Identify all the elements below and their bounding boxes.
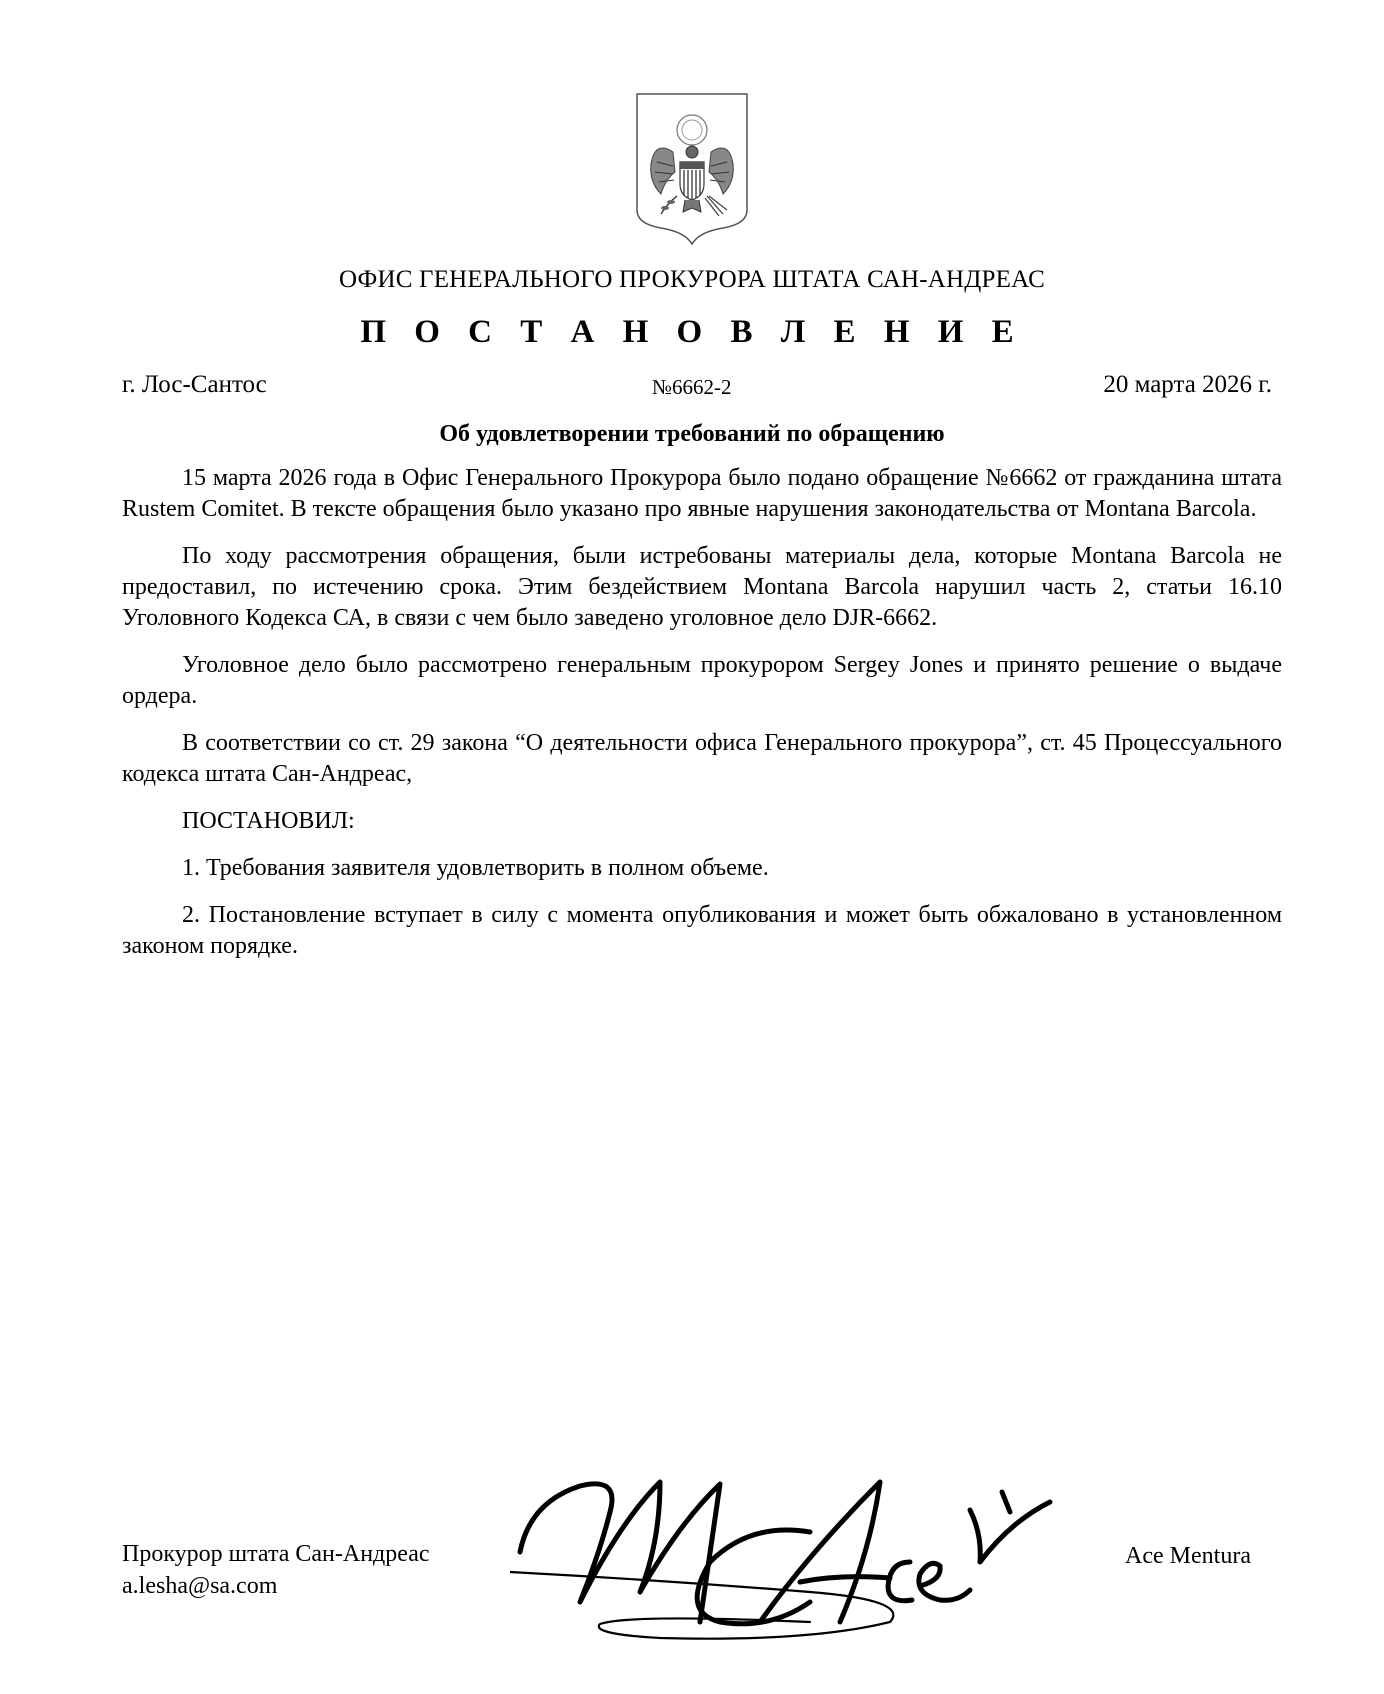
document-number: №6662-2 [652, 375, 732, 399]
resolution-item: 1. Требования заявителя удовлетворить в полном объеме. [182, 855, 769, 881]
resolution-heading: ПОСТАНОВИЛ: [182, 808, 355, 834]
office-name: ОФИС ГЕНЕРАЛЬНОГО ПРОКУРОРА ШТАТА САН-АНДРЕАС [338, 266, 1046, 293]
document-meta [122, 368, 1272, 402]
document-date: 20 марта 2026 г. [1103, 371, 1272, 398]
eagle-coat-of-arms-icon [633, 92, 751, 246]
document-subject: Об удовлетворении требований по обращению [439, 421, 945, 447]
signer-position: Прокурор штата Сан-Андреас [122, 1541, 430, 1567]
body-paragraph: В соответствии со ст. 29 закона “О деятельности офиса Генерального прокурора”, ст. 45 Процессуального кодекса штата Сан-Андреас, [122, 730, 1282, 787]
document-body [122, 463, 1282, 978]
signer-name: Ace Mentura [1125, 1543, 1251, 1569]
body-paragraph: 15 марта 2026 года в Офис Генерального Прокурора было подано обращение №6662 от гражданина штата Rustem Comitet. В тексте обращения было указано про явные нарушения законодательства от Montana Barcola. [122, 465, 1282, 522]
resolution-item: 2. Постановление вступает в силу с момента опубликования и может быть обжаловано в установленном законом порядке. [122, 902, 1282, 959]
document-title: П О С Т А Н О В Л Е Н И Е [360, 314, 1024, 350]
signer-details [122, 1538, 430, 1602]
document-city: г. Лос-Сантос [122, 371, 267, 398]
body-paragraph: Уголовное дело было рассмотрено генеральным прокурором Sergey Jones и принято решение о выдаче ордера. [122, 652, 1282, 709]
signer-email: a.lesha@sa.com [122, 1573, 278, 1599]
body-paragraph: По ходу рассмотрения обращения, были истребованы материалы дела, которые Montana Barcola не предоставил, по истечению срока. Этим бездействием Montana Barcola нарушил часть 2, статьи 16.10 Уголовного Кодекса СА, в связи с чем было заведено уголовное дело DJR-6662. [122, 543, 1282, 631]
handwritten-signature-icon [510, 1462, 1070, 1652]
